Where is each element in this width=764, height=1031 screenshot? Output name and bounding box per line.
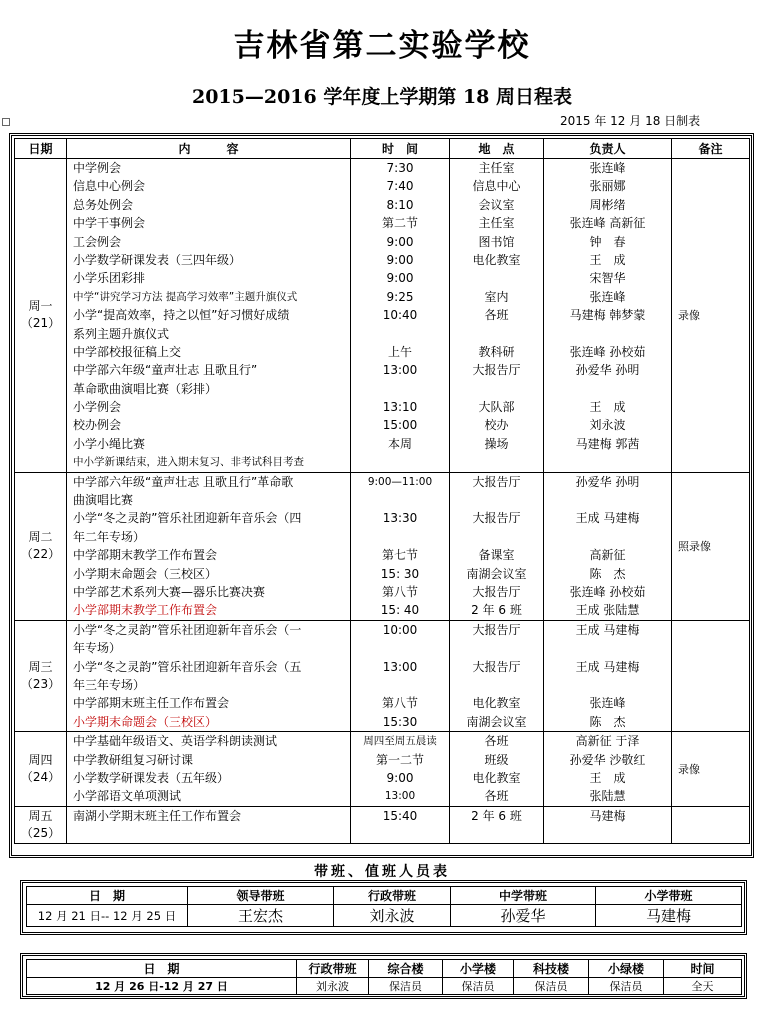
entry-person: 马建梅 韩梦蒙 <box>569 308 646 323</box>
entry-person <box>544 453 671 471</box>
entry-content: 小学小绳比赛 <box>73 436 146 451</box>
school-title: 吉林省第二实验学校 <box>233 28 531 64</box>
entry-content: 中学部六年级“童声壮志 且歌且行”革命歌 <box>73 474 294 489</box>
place-column <box>450 620 544 731</box>
entry-place: 备课室 <box>478 548 515 563</box>
made-date: 2015 年 12 月 18 日制表 <box>560 114 701 128</box>
date-number: （22） <box>20 547 61 562</box>
entry-content: 中小学新课结束，进入期末复习、非考试科目考查 <box>73 456 304 469</box>
entry-content: 总务处例会 <box>73 197 134 212</box>
day-block-2 <box>15 472 750 620</box>
entry-time: 7:40 <box>386 179 414 194</box>
duty1-primary: 马建梅 <box>596 905 742 927</box>
header-date: 日期 <box>15 139 67 159</box>
entry-place: 各班 <box>484 308 509 323</box>
entry-content: 系列主题升旗仪式 <box>73 326 170 341</box>
entry-time: 第八节 <box>381 696 418 711</box>
entry-place: 大报告厅 <box>472 584 521 599</box>
entry-time: 9:00 <box>386 234 414 249</box>
place-column <box>450 159 544 473</box>
duty2-admin: 刘永波 <box>297 978 369 995</box>
entry-place <box>450 676 543 694</box>
entry-time: 第七节 <box>381 548 418 563</box>
entry-person: 张连峰 <box>589 696 626 711</box>
note-cell <box>672 620 750 731</box>
entry-place <box>450 325 543 343</box>
person-column <box>544 159 672 473</box>
entry-content: 小学数学研课发表（三四年级） <box>73 252 242 267</box>
entry-time: 13:00 <box>382 659 418 674</box>
entry-content: 中学部期末班主任工作布置会 <box>73 696 230 711</box>
day-label <box>15 620 67 731</box>
entry-person <box>544 825 671 843</box>
entry-content: 中学“讲究学习方法 提高学习效率”主题升旗仪式 <box>73 290 298 303</box>
duty2-header-row <box>27 960 742 978</box>
entry-time: 本周 <box>387 436 412 451</box>
entry-person <box>544 528 671 546</box>
entry-content: 信息中心例会 <box>73 179 146 194</box>
entry-time: 15:30 <box>382 714 418 729</box>
time-column <box>351 732 450 807</box>
entry-time: 13:00 <box>384 790 416 803</box>
duty1-header-primary: 小学带班 <box>596 887 742 905</box>
entry-place: 2 年 6 班 <box>471 603 522 618</box>
header-content: 内 容 <box>67 139 351 159</box>
place-column <box>450 472 544 620</box>
duty2-primary-bldg: 保洁员 <box>443 978 514 995</box>
content-column <box>67 732 351 807</box>
content-column <box>67 806 351 844</box>
entry-content: 中学部六年级“童声壮志 且歌且行” <box>73 363 258 378</box>
entry-place: 各班 <box>484 789 509 804</box>
weekday-name: 周二 <box>28 530 53 545</box>
entry-place: 室内 <box>484 289 509 304</box>
time-column <box>351 806 450 844</box>
entry-content: 小学“冬之灵韵”管乐社团迎新年音乐会（五 <box>73 659 302 674</box>
entry-person: 王 成 <box>589 252 626 267</box>
entry-person: 王成 马建梅 <box>575 659 640 674</box>
header-time: 时 间 <box>351 139 450 159</box>
entry-time: 9:00—11:00 <box>367 475 433 488</box>
entry-person: 马建梅 郭茜 <box>575 436 640 451</box>
entry-person: 王成 马建梅 <box>575 622 640 637</box>
entry-place: 大报告厅 <box>472 622 521 637</box>
duty-table-2 <box>26 959 742 995</box>
entry-content: 小学数学研课发表（五年级） <box>73 770 230 785</box>
entry-time: 15:00 <box>382 418 418 433</box>
duty2-header-primary-bldg: 小学楼 <box>443 960 514 978</box>
entry-person: 张连峰 <box>589 161 626 175</box>
entry-time: 周四至周五晨读 <box>363 735 437 748</box>
date-number: （23） <box>20 676 61 691</box>
content-column <box>67 159 351 473</box>
note-cell: 录像 <box>672 732 750 807</box>
entry-person: 钟 春 <box>589 234 626 249</box>
entry-content: 小学例会 <box>73 400 122 415</box>
anchor-marker-icon <box>2 118 10 126</box>
entry-person: 张连峰 <box>589 289 626 304</box>
day-label <box>15 806 67 844</box>
duty2-header-time: 时间 <box>664 960 742 978</box>
day-block-4 <box>15 732 750 807</box>
entry-time <box>351 453 449 471</box>
entry-content: 中学部期末教学工作布置会 <box>73 548 218 563</box>
entry-person: 张丽娜 <box>589 179 626 194</box>
entry-time: 10:00 <box>382 622 418 637</box>
day-label <box>15 732 67 807</box>
duty1-admin: 刘永波 <box>334 905 451 927</box>
entry-place: 操场 <box>484 436 509 451</box>
entry-content: 小学部语文单项测试 <box>73 789 182 804</box>
entry-place <box>450 528 543 546</box>
entry-place <box>450 639 543 657</box>
entry-place: 教科研 <box>478 344 515 359</box>
entry-person <box>544 325 671 343</box>
entry-person: 张连峰 高新征 <box>569 216 646 231</box>
day-block-1 <box>15 159 750 473</box>
duty2-complex: 保洁员 <box>369 978 443 995</box>
duty1-middle: 孙爱华 <box>451 905 596 927</box>
entry-place: 各班 <box>484 734 509 749</box>
duty2-time: 全天 <box>664 978 742 995</box>
weekday-name: 周四 <box>28 752 53 767</box>
entry-place: 图书馆 <box>478 234 515 249</box>
entry-time: 13:00 <box>382 363 418 378</box>
entry-content: 工会例会 <box>73 234 122 249</box>
content-column <box>67 620 351 731</box>
entry-place: 南湖会议室 <box>466 714 527 729</box>
duty1-leader: 王宏杰 <box>188 905 334 927</box>
duty2-green-bldg: 保洁员 <box>589 978 664 995</box>
entry-person <box>544 380 671 398</box>
duty1-date: 12 月 21 日-- 12 月 25 日 <box>27 905 188 927</box>
entry-content: 革命歌曲演唱比赛（彩排） <box>73 381 218 396</box>
entry-place: 主任室 <box>478 216 515 231</box>
entry-content: 小学“冬之灵韵”管乐社团迎新年音乐会（一 <box>73 622 302 637</box>
entry-person: 孙爱华 沙敬红 <box>569 752 646 767</box>
entry-place: 主任室 <box>478 161 515 175</box>
header-note: 备注 <box>672 139 750 159</box>
person-column <box>544 620 672 731</box>
entry-place: 电化教室 <box>472 696 521 711</box>
entry-content: 小学期末命题会（三校区） <box>73 566 218 581</box>
entry-person: 王 成 <box>589 400 626 415</box>
entry-time <box>351 380 449 398</box>
weekday-name: 周五 <box>28 809 53 824</box>
entry-person: 王 成 <box>589 770 626 785</box>
date-number: （21） <box>20 316 61 331</box>
entry-time <box>351 491 449 509</box>
entry-place: 大报告厅 <box>472 363 521 378</box>
duty1-data-row <box>27 905 742 927</box>
entry-person: 周彬绪 <box>589 197 626 212</box>
duty1-header-leader: 领导带班 <box>188 887 334 905</box>
entry-person: 张连峰 孙校茹 <box>569 584 646 599</box>
time-column <box>351 472 450 620</box>
header-place: 地 点 <box>450 139 544 159</box>
entry-content: 小学部期末教学工作布置会 <box>73 603 218 618</box>
header-person: 负责人 <box>544 139 672 159</box>
entry-place: 大报告厅 <box>472 511 521 526</box>
entry-content: 中学部艺术系列大赛—器乐比赛决赛 <box>73 584 266 599</box>
entry-time: 13:10 <box>382 400 418 415</box>
duty-table-1 <box>26 886 742 927</box>
entry-person: 陈 杰 <box>589 566 626 581</box>
duty2-header-green-bldg: 小绿楼 <box>589 960 664 978</box>
entry-content: 年二年专场） <box>73 529 146 544</box>
entry-content: 南湖小学期末班主任工作布置会 <box>73 808 242 823</box>
entry-person: 陈 杰 <box>589 714 626 729</box>
entry-person: 刘永波 <box>589 418 626 433</box>
schedule-title: 2015—2016 学年度上学期第 18 周日程表 <box>191 86 573 108</box>
duty2-tech-bldg: 保洁员 <box>514 978 589 995</box>
entry-content: 中学教研组复习研讨课 <box>73 752 194 767</box>
duty1-header-middle: 中学带班 <box>451 887 596 905</box>
entry-time: 10:40 <box>382 308 418 323</box>
entry-time: 第一二节 <box>375 752 424 767</box>
entry-place: 2 年 6 班 <box>471 808 522 823</box>
entry-person: 马建梅 <box>589 808 626 823</box>
entry-time: 9:00 <box>386 770 414 785</box>
content-column <box>67 472 351 620</box>
date-number: （24） <box>20 769 61 784</box>
place-column <box>450 732 544 807</box>
entry-content: 年三年专场） <box>73 677 146 692</box>
duty2-header-admin: 行政带班 <box>297 960 369 978</box>
note-cell: 录像 <box>672 159 750 473</box>
entry-place: 大报告厅 <box>472 659 521 674</box>
entry-time: 7:30 <box>386 161 414 175</box>
duty1-header-row <box>27 887 742 905</box>
entry-content <box>73 825 350 843</box>
entry-person <box>544 676 671 694</box>
date-number: （25） <box>20 826 61 841</box>
entry-place <box>450 269 543 287</box>
weekday-name: 周一 <box>28 299 53 314</box>
entry-time: 9:00 <box>386 271 414 286</box>
entry-place: 电化教室 <box>472 770 521 785</box>
entry-place: 会议室 <box>478 197 515 212</box>
entry-place <box>450 491 543 509</box>
entry-person <box>544 491 671 509</box>
entry-time <box>351 639 449 657</box>
entry-content: 中学部校报征稿上交 <box>73 344 182 359</box>
entry-content: 小学“冬之灵韵”管乐社团迎新年音乐会（四 <box>73 511 302 526</box>
entry-content: 中学干事例会 <box>73 216 146 231</box>
entry-place <box>450 380 543 398</box>
entry-content: 中学例会 <box>73 161 122 175</box>
duty2-header-complex: 综合楼 <box>369 960 443 978</box>
entry-person: 宋智华 <box>589 271 626 286</box>
day-label <box>15 159 67 473</box>
entry-time: 9:25 <box>386 289 414 304</box>
entry-person: 王成 马建梅 <box>575 511 640 526</box>
entry-place: 校办 <box>484 418 509 433</box>
day-label <box>15 472 67 620</box>
entry-time <box>351 825 449 843</box>
duty2-data-row <box>27 978 742 995</box>
entry-place: 大报告厅 <box>472 474 521 489</box>
entry-time <box>351 528 449 546</box>
place-column <box>450 806 544 844</box>
time-column <box>351 620 450 731</box>
entry-content: 曲演唱比赛 <box>73 493 134 508</box>
person-column <box>544 732 672 807</box>
entry-place: 信息中心 <box>472 179 521 194</box>
entry-place: 南湖会议室 <box>466 566 527 581</box>
entry-content: 小学“提高效率，持之以恒”好习惯好成绩 <box>73 308 290 323</box>
duty1-header-date: 日 期 <box>27 887 188 905</box>
entry-content: 校办例会 <box>73 418 122 433</box>
person-column <box>544 806 672 844</box>
note-cell: 照录像 <box>672 472 750 620</box>
entry-person: 高新征 <box>589 548 626 563</box>
entry-place: 大队部 <box>478 400 515 415</box>
entry-person <box>544 639 671 657</box>
schedule-table <box>14 138 750 844</box>
time-column <box>351 159 450 473</box>
entry-content: 年专场） <box>73 641 122 656</box>
entry-time: 15:40 <box>382 808 418 823</box>
weekday-name: 周三 <box>28 659 53 674</box>
entry-time <box>351 325 449 343</box>
entry-person: 孙爱华 孙明 <box>575 363 640 378</box>
day-block-3 <box>15 620 750 731</box>
note-cell <box>672 806 750 844</box>
duty-table-title: 带班、值班人员表 <box>314 864 450 880</box>
entry-time: 第八节 <box>381 584 418 599</box>
duty1-header-admin: 行政带班 <box>334 887 451 905</box>
entry-time <box>351 676 449 694</box>
duty2-header-tech-bldg: 科技楼 <box>514 960 589 978</box>
entry-place <box>450 825 543 843</box>
entry-time: 9:00 <box>386 252 414 267</box>
entry-time: 第二节 <box>381 216 418 231</box>
duty2-header-date: 日 期 <box>27 960 297 978</box>
entry-time: 15: 40 <box>380 603 420 618</box>
entry-person: 王成 张陆慧 <box>575 603 640 618</box>
entry-place: 电化教室 <box>472 252 521 267</box>
entry-person: 高新征 于泽 <box>575 734 640 749</box>
schedule-header-row <box>15 139 750 159</box>
entry-place: 班级 <box>484 752 509 767</box>
entry-person: 张陆慧 <box>589 789 626 804</box>
entry-person: 张连峰 孙校茹 <box>569 344 646 359</box>
entry-place <box>450 453 543 471</box>
entry-person: 孙爱华 孙明 <box>575 474 640 489</box>
entry-time: 13:30 <box>382 511 418 526</box>
entry-time: 15: 30 <box>380 566 420 581</box>
day-block-5 <box>15 806 750 844</box>
entry-time: 上午 <box>387 344 412 359</box>
entry-content: 中学基础年级语文、英语学科朗读测试 <box>73 734 278 749</box>
entry-time: 8:10 <box>386 197 414 212</box>
duty2-date: 12 月 26 日-12 月 27 日 <box>27 978 297 995</box>
person-column <box>544 472 672 620</box>
entry-content: 小学乐团彩排 <box>73 271 146 286</box>
entry-content: 小学期末命题会（三校区） <box>73 714 218 729</box>
